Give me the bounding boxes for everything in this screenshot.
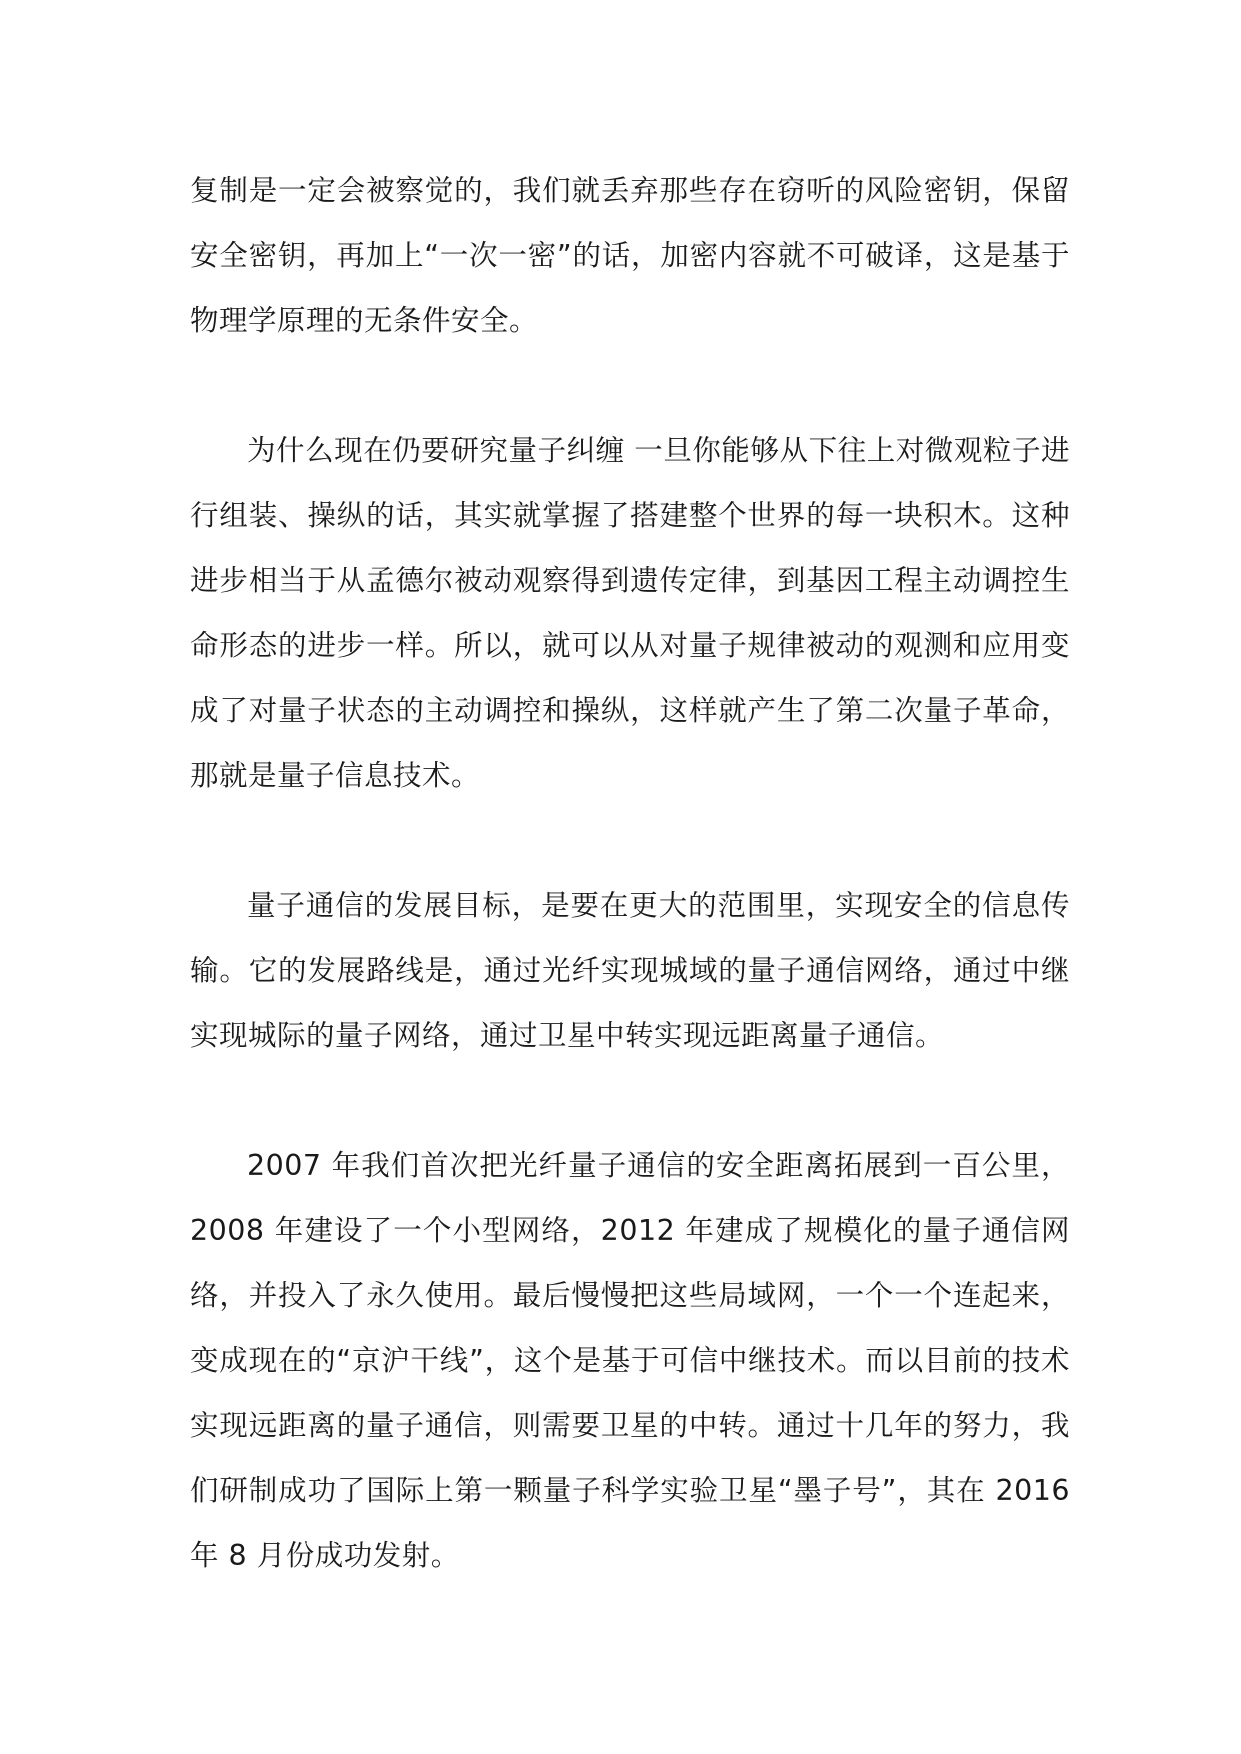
paragraph-2: 为什么现在仍要研究量子纠缠 一旦你能够从下往上对微观粒子进行组装、操纵的话，其实就掌握了搭建整个世界的每一块积木。这种进步相当于从孟德尔被动观察得到遗传定律，到基因工程主动调控生命形态的进步一样。所以，就可以从对量子规律被动的观测和应用变成了对量子状态的主动调控和操纵，这样就产生了第二次量子革命，那就是量子信息技术。 [190,434,1070,792]
paragraph-3: 量子通信的发展目标，是要在更大的范围里，实现安全的信息传输。它的发展路线是，通过光纤实现城域的量子通信网络，通过中继实现城际的量子网络，通过卫星中转实现远距离量子通信。 [190,889,1070,1052]
paragraph-1: 复制是一定会被察觉的，我们就丢弃那些存在窃听的风险密钥，保留安全密钥，再加上“一次一密”的话，加密内容就不可破译，这是基于物理学原理的无条件安全。 [190,174,1070,337]
document-body [190,158,1070,1653]
paragraph-4: 2007 年我们首次把光纤量子通信的安全距离拓展到一百公里，2008 年建设了一个小型网络，2012 年建成了规模化的量子通信网络，并投入了永久使用。最后慢慢把这些局域网，一个一个连起来，变成现在的“京沪干线”，这个是基于可信中继技术。而以目前的技术实现远距离的量子通信，则需要卫星的中转。通过十几年的努力，我们研制成功了国际上第一颗量子科学实验卫星“墨子号”，其在 2016 年 8 月份成功发射。 [190,1149,1070,1572]
